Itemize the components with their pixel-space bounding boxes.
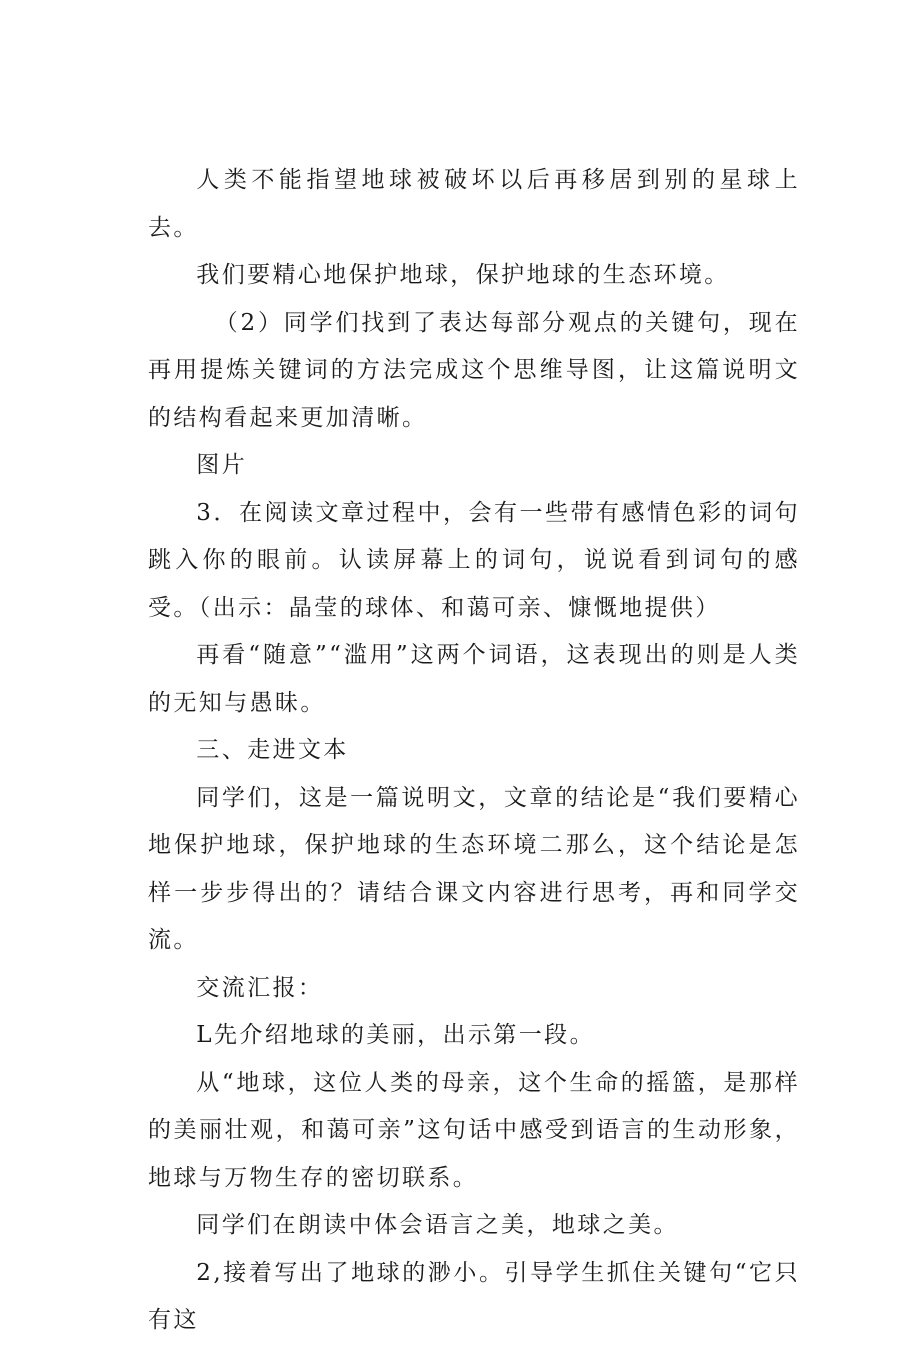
document-body [148,157,800,1345]
image-placeholder-label: 图片 [196,452,248,478]
section-heading: 三、走进文本 [196,737,349,763]
paragraph: 再看“随意”“滥用”这两个词语，这表现出的则是人类的无知与愚昧。 [148,642,800,716]
paragraph: 我们要精心地保护地球，保护地球的生态环境。 [196,262,730,288]
paragraph: 3．在阅读文章过程中，会有一些带有感情色彩的词句跳入你的眼前。认读屏幕上的词句，说说看到词句的感受。（出示：晶莹的球体、和蔼可亲、慷慨地提供） [148,499,800,621]
paragraph: 交流汇报： [196,974,324,1001]
paragraph: L先介绍地球的美丽，出示第一段。 [196,1022,595,1048]
paragraph: 2,接着写出了地球的渺小。引导学生抓住关键句“它只有这 [148,1259,800,1333]
paragraph: （2）同学们找到了表达每部分观点的关键句，现在再用提炼关键词的方法完成这个思维导图，让这篇说明文的结构看起来更加清晰。 [148,309,800,431]
paragraph: 人类不能指望地球被破坏以后再移居到别的星球上去。 [148,167,800,241]
paragraph: 同学们，这是一篇说明文，文章的结论是“我们要精心地保护地球，保护地球的生态环境二那么，这个结论是怎样一步步得出的？请结合课文内容进行思考，再和同学交流。 [148,784,800,953]
paragraph: 同学们在朗读中体会语言之美，地球之美。 [196,1212,679,1238]
paragraph: 从“地球，这位人类的母亲，这个生命的摇篮，是那样的美丽壮观，和蔼可亲”这句话中感受到语言的生动形象，地球与万物生存的密切联系。 [148,1069,800,1191]
